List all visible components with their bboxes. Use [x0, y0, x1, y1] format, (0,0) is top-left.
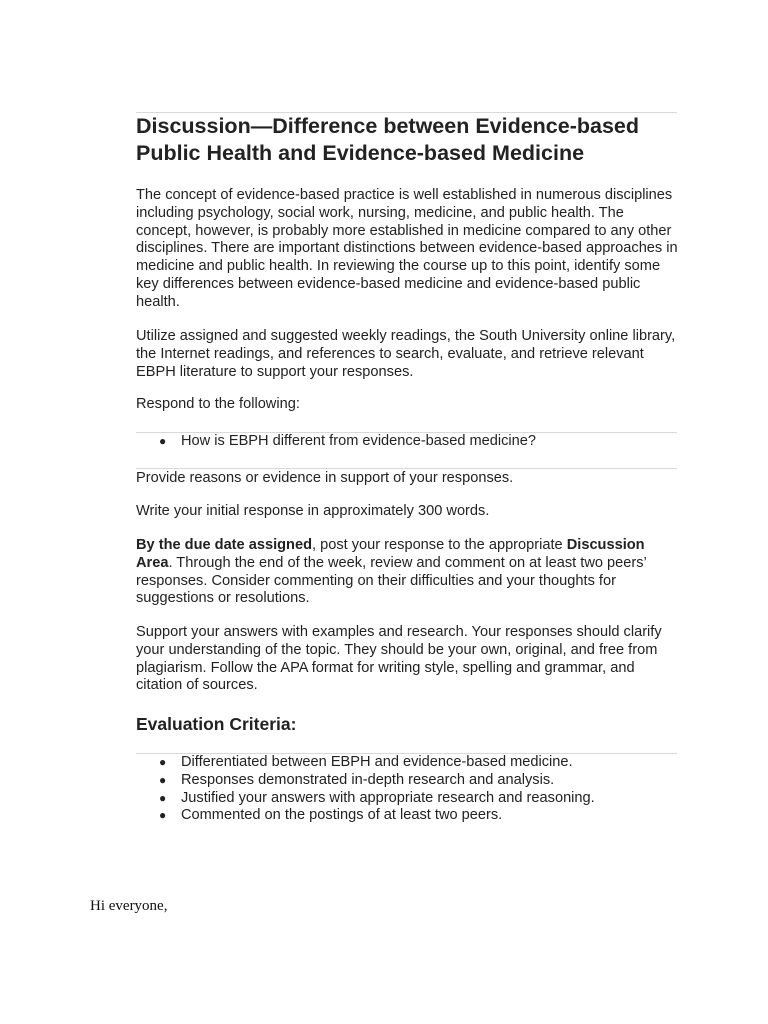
- list-item: [136, 790, 681, 808]
- bullet-icon: ●: [159, 790, 167, 805]
- question-list: [136, 433, 681, 451]
- bullet-icon: ●: [159, 772, 167, 787]
- due-date-bold: By the due date assigned: [136, 537, 312, 553]
- criteria-text: Responses demonstrated in-depth research and analysis.: [181, 771, 555, 788]
- word-count-paragraph: Write your initial response in approximately 300 words.: [136, 503, 490, 519]
- reasons-paragraph: Provide reasons or evidence in support of your responses.: [136, 470, 514, 486]
- criteria-text: Differentiated between EBPH and evidence-based medicine.: [181, 754, 573, 770]
- bullet-icon: ●: [159, 755, 167, 769]
- greeting: Hi everyone,: [90, 898, 168, 914]
- due-date-paragraph: [136, 537, 681, 608]
- evaluation-heading: Evaluation Criteria:: [136, 714, 297, 734]
- list-item: [136, 754, 681, 772]
- evaluation-list: [136, 754, 681, 825]
- question-text: How is EBPH different from evidence-based medicine?: [181, 433, 537, 449]
- discussion-area-bold: Discussion Area: [136, 537, 645, 571]
- respond-prompt: Respond to the following:: [136, 396, 300, 412]
- list-item: [136, 433, 681, 451]
- list-item: [136, 807, 681, 825]
- criteria-text: Commented on the postings of at least two peers.: [181, 807, 503, 824]
- list-item: [136, 772, 681, 790]
- divider-questions-bottom: [136, 468, 677, 469]
- support-paragraph: Support your answers with examples and research. Your responses should clarify your understanding of the topic. They should be your own, original, and free from plagiarism. Follow the APA format for writing style, spelling and grammar, and citation of sources.: [136, 624, 662, 694]
- criteria-text: Justified your answers with appropriate research and reasoning.: [181, 789, 595, 806]
- bullet-icon: ●: [159, 808, 167, 823]
- due-date-middle: , post your response to the appropriate: [311, 537, 567, 553]
- page-title: Discussion—Difference between Evidence-based Public Health and Evidence-based Medicine: [136, 114, 640, 165]
- readings-paragraph: Utilize assigned and suggested weekly readings, the South University online library, the Internet readings, and references to search, evaluate, and retrieve relevant EBPH literature to support your responses.: [136, 328, 676, 380]
- intro-paragraph: The concept of evidence-based practice is well established in numerous disciplines including psychology, social work, nursing, medicine, and public health. The concept, however, is probably more established in medicine compared to any other disciplines. There are important distinctions between evidence-based approaches in medicine and public health. In reviewing the course up to this point, identify some key differences between evidence-based medicine and evidence-based public health.: [136, 187, 678, 310]
- due-date-end: . Through the end of the week, review and comment on at least two peers’ responses. Consider commenting on their difficulties and your thoughts for suggestions or resolutions.: [136, 554, 647, 607]
- bullet-icon: ●: [159, 434, 167, 448]
